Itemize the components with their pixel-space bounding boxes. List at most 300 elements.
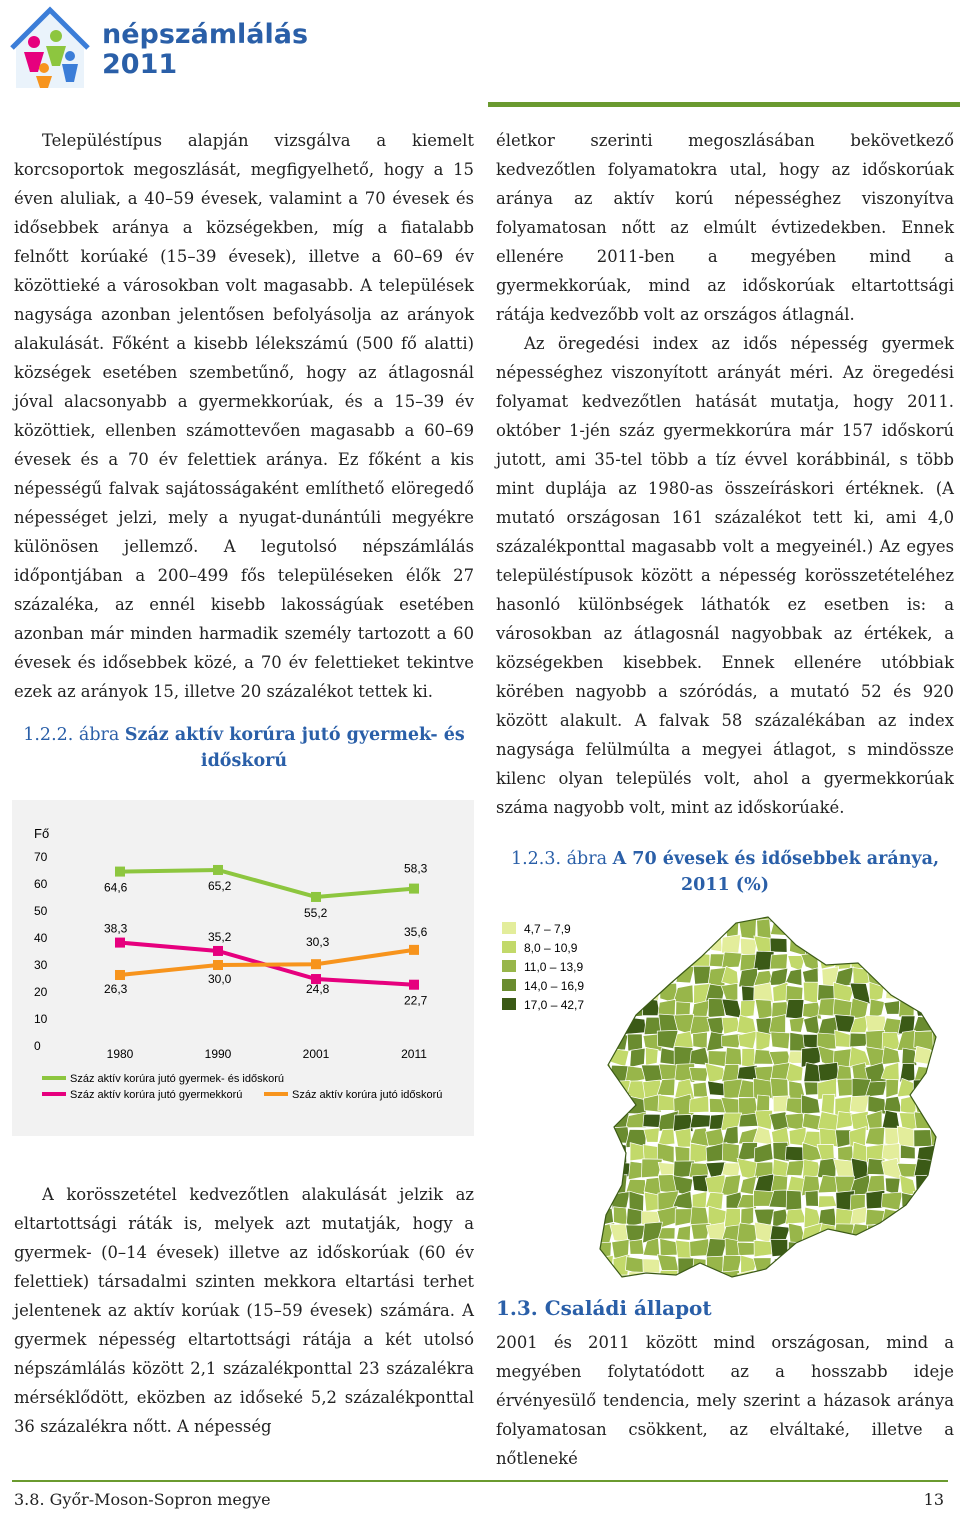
x-tick-label: 2001 bbox=[302, 1047, 330, 1061]
left-column-bottom bbox=[14, 1180, 474, 1441]
map-settlement-area bbox=[884, 1270, 901, 1285]
map-settlement-area bbox=[786, 1190, 802, 1210]
map-settlement-area bbox=[613, 1094, 630, 1114]
figure-1-number: 1.2.2. ábra bbox=[23, 725, 125, 745]
map-settlement-area bbox=[867, 1159, 885, 1175]
y-tick-label: 40 bbox=[34, 931, 48, 945]
y-tick-label: 30 bbox=[34, 958, 48, 972]
map-settlement-area bbox=[770, 905, 790, 922]
map-settlement-area bbox=[833, 1224, 854, 1242]
map-settlement-area bbox=[801, 1256, 819, 1274]
map-settlement-area bbox=[851, 1271, 868, 1285]
map-settlement-area bbox=[690, 924, 710, 937]
map-settlement-area bbox=[739, 1113, 758, 1127]
right-column-bottom bbox=[496, 1328, 954, 1473]
map-settlement-area bbox=[821, 1256, 839, 1276]
logo-title: népszámlálás bbox=[102, 19, 309, 50]
map-settlement-area bbox=[611, 919, 629, 937]
footer-county: 3.8. Győr-Moson-Sopron megye bbox=[14, 1490, 271, 1509]
figure-2-number: 1.2.3. ábra bbox=[510, 849, 613, 869]
map-settlement-area bbox=[866, 1255, 884, 1274]
figure-2-title: A 70 évesek és idősebbek aránya, 2011 (%) bbox=[612, 849, 940, 895]
map-settlement-area bbox=[643, 1114, 660, 1127]
y-tick-label: 50 bbox=[34, 904, 48, 918]
map-settlement-area bbox=[834, 935, 851, 951]
map-settlement-area bbox=[787, 1272, 805, 1285]
data-point bbox=[409, 884, 419, 894]
map-settlement-area bbox=[837, 1079, 854, 1096]
map-settlement-area bbox=[818, 1112, 839, 1131]
map-settlement-area bbox=[929, 1115, 947, 1128]
map-settlement-area bbox=[804, 905, 818, 920]
map-settlement-area bbox=[834, 1256, 855, 1275]
map-settlement-area bbox=[770, 1272, 788, 1285]
map-settlement-area bbox=[835, 1239, 852, 1258]
map-settlement-area bbox=[868, 934, 887, 953]
map-settlement-area bbox=[594, 1255, 613, 1273]
map-settlement-area bbox=[849, 905, 866, 923]
map-settlement-area bbox=[820, 938, 839, 953]
map-settlement-area bbox=[867, 1238, 886, 1260]
map-settlement-area bbox=[834, 1159, 854, 1178]
map-settlement-area bbox=[626, 966, 643, 987]
map-settlement-area bbox=[789, 1017, 804, 1032]
map-settlement-area bbox=[675, 1128, 692, 1147]
census-logo bbox=[10, 6, 310, 92]
map-settlement-area bbox=[898, 985, 914, 1000]
map-settlement-area bbox=[932, 1095, 950, 1114]
y-tick-label: 10 bbox=[34, 1012, 48, 1026]
map-settlement-area bbox=[754, 1273, 773, 1285]
map-settlement-area bbox=[805, 1191, 818, 1207]
map-settlement-area bbox=[658, 938, 677, 954]
map-settlement-area bbox=[707, 1272, 725, 1285]
paragraph: Az öregedési index az idős népesség gyermek népességhez viszonyított arányát méri. Az öregedési folyamat kedvezőtlen hatását mutatja, hogy 2011. október 1-jén száz gyermekkorúra már 157 időskorú jutott, ami 35-tel több a tíz évvel korábbinál, s több mint duplája az 1980-as összeíráskori értéknek. (A mutató országosan 161 százalékot tett ki, ami 4,0 százalékponttal magasabb volt a megyeinél.) Az egyes településtípusok között a népesség korösszetételéhez hasonló különbségek láthatók ez esetben is: a városokban az átlagosnál nagyobbak az értékek, a községekben kisebbek. Ennek ellenére utóbbiak körében nagyobb a szóródás, a mutató 52 és 920 között alakult. A falvak 58 százalékában az index nagysága felülmúlta a megyei átlagot, s mindössze kilenc olyan település volt, ahol a gyermekkorúak száma nagyobb volt, mint az időskorúaké. bbox=[496, 334, 954, 817]
map-settlement-area bbox=[930, 1162, 947, 1179]
map-settlement-area bbox=[818, 905, 837, 919]
map-settlement-area bbox=[596, 1146, 613, 1161]
map-settlement-area bbox=[914, 1271, 934, 1285]
map-settlement-area bbox=[929, 998, 949, 1020]
map-settlement-area bbox=[900, 1145, 915, 1159]
map-settlement-area bbox=[788, 1242, 803, 1259]
right-column-top bbox=[496, 126, 954, 822]
map-settlement-area bbox=[898, 919, 915, 936]
map-settlement-area bbox=[611, 934, 628, 953]
figure-1-title: Száz aktív korúra jutó gyermek- és időskorú bbox=[124, 725, 465, 771]
map-settlement-area bbox=[817, 918, 837, 936]
map-settlement-area bbox=[594, 1082, 612, 1098]
map-settlement-area bbox=[771, 1032, 790, 1049]
data-label: 30,3 bbox=[306, 935, 330, 950]
map-settlement-area bbox=[915, 998, 933, 1016]
map-settlement-area bbox=[934, 1143, 949, 1160]
map-settlement-area bbox=[914, 951, 932, 972]
data-label: 26,3 bbox=[104, 981, 128, 996]
map-settlement-area bbox=[658, 1270, 679, 1285]
map-settlement-area bbox=[931, 1064, 949, 1081]
data-label: 30,0 bbox=[208, 972, 232, 986]
data-point bbox=[213, 960, 223, 970]
legend-class-label: 14,0 – 16,9 bbox=[524, 979, 585, 993]
map-settlement-area bbox=[867, 905, 885, 921]
map-settlement-area bbox=[898, 970, 917, 988]
map-settlement-area bbox=[898, 1239, 915, 1259]
map-settlement-area bbox=[641, 951, 659, 970]
map-settlement-area bbox=[881, 1223, 900, 1243]
map-settlement-area bbox=[818, 1196, 836, 1208]
map-settlement-area bbox=[593, 1046, 614, 1065]
map-settlement-area bbox=[837, 919, 854, 939]
map-settlement-area bbox=[913, 1222, 934, 1241]
map-settlement-area bbox=[706, 1129, 725, 1146]
map-settlement-area bbox=[625, 938, 645, 955]
data-label: 35,2 bbox=[208, 929, 232, 944]
map-settlement-area bbox=[770, 938, 787, 952]
map-settlement-area bbox=[817, 1158, 836, 1177]
map-settlement-area bbox=[706, 920, 727, 940]
map-settlement-area bbox=[916, 1175, 931, 1196]
map-settlement-area bbox=[881, 920, 900, 940]
map-settlement-area bbox=[882, 1257, 902, 1271]
map-settlement-area bbox=[803, 919, 820, 937]
map-settlement-area bbox=[930, 1239, 947, 1257]
figure-2-caption bbox=[496, 846, 954, 898]
map-settlement-area bbox=[932, 905, 950, 922]
map-settlement-area bbox=[626, 905, 647, 924]
map-settlement-area bbox=[801, 1095, 820, 1114]
y-tick-label: 70 bbox=[34, 850, 48, 864]
map-settlement-area bbox=[930, 967, 950, 985]
map-settlement-area bbox=[867, 1225, 885, 1242]
map-settlement-area bbox=[693, 1082, 708, 1097]
map-settlement-area bbox=[690, 1114, 710, 1128]
legend-label: Száz aktív korúra jutó gyermek- és időskorú bbox=[70, 1073, 284, 1085]
map-settlement-area bbox=[706, 905, 726, 922]
map-settlement-area bbox=[626, 952, 645, 969]
map-settlement-area bbox=[916, 905, 935, 923]
map-settlement-area bbox=[677, 1226, 691, 1241]
map-settlement-area bbox=[836, 1273, 854, 1285]
map-settlement-area bbox=[850, 935, 870, 954]
map-settlement-area bbox=[931, 1192, 950, 1210]
paragraph: 2001 és 2011 között mind országosan, mind a megyében folytatódott az a hosszabb ideje érvényesülő tendencia, mely szerint a házasok aránya folyamatosan csökkent, az elváltaké, illetve a nőtleneké bbox=[496, 1333, 954, 1468]
map-settlement-area bbox=[849, 1243, 870, 1260]
map-settlement-area bbox=[881, 1192, 902, 1210]
map-settlement-area bbox=[690, 936, 710, 950]
data-point bbox=[115, 938, 125, 948]
map-settlement-area bbox=[883, 967, 902, 984]
map-settlement-area bbox=[626, 1017, 647, 1034]
map-settlement-area bbox=[594, 1095, 613, 1111]
line-chart-svg bbox=[12, 800, 474, 1136]
map-settlement-area bbox=[897, 1257, 917, 1273]
map-settlement-area bbox=[931, 950, 949, 970]
figure-1-caption bbox=[14, 722, 474, 774]
map-settlement-area bbox=[838, 1146, 854, 1161]
map-settlement-area bbox=[931, 1174, 948, 1191]
data-point bbox=[311, 959, 321, 969]
map-settlement-area bbox=[722, 935, 741, 953]
map-settlement-area bbox=[626, 919, 647, 937]
series-line bbox=[120, 870, 414, 897]
data-label: 38,3 bbox=[104, 921, 128, 936]
map-settlement-area bbox=[913, 1207, 933, 1226]
map-settlement-area bbox=[725, 1047, 742, 1065]
map-settlement-area bbox=[786, 1000, 804, 1020]
map-settlement-area bbox=[866, 1209, 885, 1225]
legend-label: Száz aktív korúra jutó időskorú bbox=[292, 1089, 443, 1101]
map-settlement-area bbox=[786, 969, 802, 986]
data-label: 64,6 bbox=[104, 880, 128, 895]
map-settlement-area bbox=[902, 936, 919, 955]
map-settlement-area bbox=[658, 1129, 675, 1145]
left-column-top bbox=[14, 126, 474, 706]
logo-year: 2011 bbox=[102, 49, 178, 80]
map-settlement-area bbox=[677, 905, 691, 923]
map-settlement-area bbox=[818, 1274, 836, 1285]
footer-rule bbox=[12, 1480, 948, 1482]
y-tick-label: 60 bbox=[34, 877, 48, 891]
map-settlement-area bbox=[850, 1096, 870, 1114]
map-settlement-area bbox=[692, 1175, 707, 1192]
map-settlement-area bbox=[754, 1240, 773, 1257]
map-settlement-area bbox=[935, 936, 947, 954]
map-settlement-area bbox=[742, 1048, 755, 1067]
map-settlement-area bbox=[609, 1001, 630, 1020]
paragraph: életkor szerinti megoszlásában bekövetkező kedvezőtlen folyamatokra utal, hogy az időskorúak aránya az aktív korú népességhez viszonyítva folyamatosan nőtt az elmúlt évtizedekben. Ennek ellenére 2011-ben a megyében mind a gyermekkorúak, mind az időskorúak eltartottsági rátája kedvezőbb volt az országos átlagnál. bbox=[496, 131, 954, 324]
map-settlement-area bbox=[643, 1274, 660, 1285]
logo-figures-icon bbox=[10, 6, 96, 92]
map-settlement-area bbox=[722, 1270, 740, 1285]
map-settlement-area bbox=[643, 1259, 660, 1273]
map-settlement-area bbox=[897, 1271, 915, 1285]
paragraph: A korösszetétel kedvezőtlen alakulását jelzik az eltartottsági ráták is, melyek azt mutatják, hogy a gyermek- (0–14 évesek) illetve az időskorúak (60 év felettiek) társadalmi szinten mekkora eltartási terhet jelentenek az aktív korúak (15–59 évesek) számára. A gyermek népesség eltartottsági rátája a két utolsó népszámlálás között 2,1 százalékponttal 23 százalékra mérséklődött, eközben az időseké 5,2 százalékponttal 36 százalékra nőtt. A népesség bbox=[14, 1185, 474, 1436]
map-settlement-area bbox=[931, 1015, 950, 1031]
map-settlement-area bbox=[597, 1031, 612, 1050]
map-settlement-area bbox=[611, 1142, 627, 1163]
map-settlement-area bbox=[610, 1048, 629, 1066]
map-settlement-area bbox=[931, 1209, 951, 1227]
map-settlement-area bbox=[629, 1240, 644, 1255]
map-settlement-area bbox=[612, 968, 630, 987]
map-settlement-area bbox=[884, 1096, 902, 1112]
section-heading: 1.3. Családi állapot bbox=[496, 1296, 712, 1320]
map-settlement-area bbox=[786, 1113, 804, 1130]
map-settlement-area bbox=[802, 968, 818, 984]
map-settlement-area bbox=[818, 1017, 838, 1036]
data-label: 35,6 bbox=[404, 924, 428, 939]
map-settlement-area bbox=[740, 1001, 755, 1018]
map-settlement-area bbox=[899, 999, 915, 1018]
legend-label: Száz aktív korúra jutó gyermekkorú bbox=[70, 1089, 243, 1101]
map-settlement-area bbox=[821, 1094, 835, 1114]
map-settlement-area bbox=[673, 920, 691, 938]
map-settlement-area bbox=[755, 1000, 772, 1020]
map-settlement-area bbox=[674, 934, 695, 954]
y-tick-label: 0 bbox=[34, 1039, 41, 1053]
x-tick-label: 1990 bbox=[204, 1047, 232, 1061]
map-settlement-area bbox=[818, 1062, 839, 1081]
map-settlement-area bbox=[659, 952, 677, 966]
map-settlement-area bbox=[914, 1257, 934, 1275]
map-settlement-area bbox=[933, 984, 948, 1003]
legend-color-swatch bbox=[502, 922, 516, 934]
map-settlement-area bbox=[804, 1016, 820, 1034]
map-settlement-area bbox=[676, 966, 694, 982]
x-tick-label: 2011 bbox=[401, 1047, 427, 1061]
map-legend bbox=[496, 916, 602, 1024]
data-point bbox=[213, 865, 223, 875]
page-number: 13 bbox=[923, 1490, 944, 1509]
map-settlement-area bbox=[834, 905, 854, 921]
data-point bbox=[311, 892, 321, 902]
map-settlement-area bbox=[914, 938, 935, 954]
map-settlement-area bbox=[595, 1177, 615, 1195]
map-settlement-area bbox=[932, 1049, 950, 1065]
map-settlement-area bbox=[610, 905, 629, 922]
map-settlement-area bbox=[771, 1239, 788, 1256]
map-settlement-area bbox=[594, 1194, 615, 1210]
map-settlement-area bbox=[882, 905, 903, 924]
map-settlement-area bbox=[770, 954, 787, 969]
map-settlement-area bbox=[773, 1209, 789, 1228]
map-settlement-area bbox=[881, 1063, 899, 1082]
paragraph: Településtípus alapján vizsgálva a kiemelt korcsoportok megoszlását, megfigyelhető, hogy a 15 éven aluliak, a 40–59 évesek, valamint a 70 évesek és idősebbek aránya a községekben, míg a fiatalabb felnőtt korúaké (15–39 évesek), illetve a 60–69 év közöttieké a városokban volt magasabb. A települések nagysága azonban jelentősen befolyásolja az arányok alakulását. Főként a kisebb lélekszámú (500 fő alatti) községek esetében szembetűnő, hogy az átlagosnál jóval alacsonyabb a gyermekkorúak, és a 15–39 év közöttiek, ellenben számottevően magasabb a 60–69 évesek és a 70 év felettiek aránya. Ez főként a kis népességű falvak sajátosságaként említhető elöregedő népességet jelzi, mely a nyugat-dunántúli megyékre különösen jellemző. A legutolsó népszámlálás időpontjában a 200–499 fős településeken élők 27 százaléka, az ennél kisebb lakosságúak esetében azonban már minden harmadik személy tartozott a 60 évesek és idősebbek közé, a 70 év felettieket tekintve ezek az arányok 15, illetve 20 százalékot tettek ki. bbox=[14, 131, 474, 701]
map-settlement-area bbox=[803, 1271, 821, 1285]
map-settlement-area bbox=[869, 953, 887, 970]
data-point bbox=[409, 980, 419, 990]
legend-class-label: 17,0 – 42,7 bbox=[524, 998, 585, 1012]
data-label: 65,2 bbox=[208, 878, 232, 893]
map-settlement-area bbox=[596, 1129, 613, 1143]
map-settlement-area bbox=[866, 922, 885, 935]
map-settlement-area bbox=[612, 986, 629, 1002]
map-settlement-area bbox=[913, 1080, 934, 1098]
map-settlement-area bbox=[675, 1146, 690, 1162]
header-rule bbox=[488, 102, 960, 107]
map-settlement-area bbox=[645, 1048, 658, 1066]
data-point bbox=[409, 945, 419, 955]
map-settlement-area bbox=[930, 1127, 949, 1147]
data-point bbox=[213, 946, 223, 956]
map-settlement-area bbox=[786, 1259, 806, 1275]
map-settlement-area bbox=[642, 936, 661, 955]
x-tick-label: 1980 bbox=[106, 1047, 134, 1061]
legend-color-swatch bbox=[502, 941, 516, 953]
map-settlement-area bbox=[755, 1110, 773, 1129]
y-axis-label: Fő bbox=[34, 826, 50, 841]
map-settlement-area bbox=[756, 1031, 771, 1051]
y-tick-label: 20 bbox=[34, 985, 48, 999]
map-settlement-area bbox=[724, 1208, 740, 1226]
map-settlement-area bbox=[868, 1096, 886, 1114]
map-settlement-area bbox=[898, 1225, 916, 1243]
map-settlement-area bbox=[929, 1272, 951, 1285]
map-settlement-area bbox=[885, 937, 899, 954]
legend-class-label: 8,0 – 10,9 bbox=[524, 941, 578, 955]
map-settlement-area bbox=[916, 921, 935, 938]
map-settlement-area bbox=[657, 1255, 678, 1272]
map-settlement-area bbox=[913, 968, 935, 984]
map-settlement-area bbox=[722, 1064, 739, 1081]
legend-class-label: 4,7 – 7,9 bbox=[524, 922, 571, 936]
map-settlement-area bbox=[644, 971, 662, 988]
map-settlement-area bbox=[886, 987, 898, 999]
legend-color-swatch bbox=[502, 998, 516, 1010]
map-settlement-area bbox=[594, 1160, 612, 1179]
map-settlement-area bbox=[899, 905, 918, 922]
map-settlement-area bbox=[803, 1241, 823, 1257]
legend-color-swatch bbox=[502, 960, 516, 972]
map-settlement-area bbox=[609, 951, 630, 970]
map-settlement-area bbox=[850, 1207, 866, 1225]
map-settlement-area bbox=[643, 920, 661, 937]
map-settlement-area bbox=[722, 1143, 739, 1163]
map-settlement-area bbox=[785, 1209, 806, 1224]
map-settlement-area bbox=[822, 1243, 835, 1258]
map-settlement-area bbox=[913, 1192, 933, 1212]
data-label: 24,8 bbox=[306, 982, 330, 997]
map-settlement-area bbox=[787, 922, 806, 935]
legend-class-label: 11,0 – 13,9 bbox=[524, 960, 584, 974]
map-settlement-area bbox=[900, 1095, 917, 1114]
map-settlement-area bbox=[723, 907, 743, 924]
map-settlement-area bbox=[613, 1207, 627, 1226]
map-settlement-area bbox=[630, 1048, 645, 1067]
map-settlement-area bbox=[693, 1032, 708, 1049]
map-settlement-area bbox=[931, 921, 951, 937]
map-settlement-area bbox=[886, 1080, 899, 1098]
map-settlement-area bbox=[902, 1193, 917, 1211]
map-settlement-area bbox=[740, 938, 757, 955]
map-settlement-area bbox=[609, 1080, 630, 1098]
map-settlement-area bbox=[882, 1242, 901, 1258]
map-settlement-area bbox=[882, 952, 903, 971]
map-settlement-area bbox=[642, 905, 660, 921]
map-settlement-area bbox=[786, 1160, 804, 1175]
map-settlement-area bbox=[692, 905, 709, 922]
data-label: 22,7 bbox=[404, 993, 428, 1008]
map-settlement-area bbox=[660, 966, 677, 985]
map-settlement-area bbox=[644, 1128, 660, 1142]
map-settlement-area bbox=[897, 951, 918, 972]
map-settlement-area bbox=[785, 907, 802, 918]
map-settlement-area bbox=[790, 934, 806, 956]
map-settlement-area bbox=[931, 1224, 948, 1240]
map-settlement-area bbox=[658, 919, 676, 939]
map-settlement-area bbox=[819, 953, 837, 969]
map-settlement-area bbox=[737, 1065, 757, 1080]
map-settlement-area bbox=[929, 1259, 945, 1272]
map-settlement-area bbox=[689, 1068, 708, 1082]
map-settlement-area bbox=[737, 1223, 757, 1242]
map-settlement-area bbox=[852, 920, 868, 936]
data-point bbox=[115, 867, 125, 877]
line-chart bbox=[12, 800, 474, 1136]
map-settlement-area bbox=[916, 984, 933, 1000]
legend-color-swatch bbox=[502, 979, 516, 991]
map-settlement-area bbox=[865, 1276, 886, 1285]
map-settlement-area bbox=[722, 952, 742, 968]
map-settlement-area bbox=[884, 1001, 900, 1014]
map-settlement-area bbox=[850, 1254, 869, 1274]
map-settlement-area bbox=[691, 1274, 709, 1285]
map-settlement-area bbox=[915, 1241, 935, 1255]
data-point bbox=[115, 970, 125, 980]
map-settlement-area bbox=[595, 1273, 615, 1285]
map-settlement-area bbox=[657, 905, 675, 924]
